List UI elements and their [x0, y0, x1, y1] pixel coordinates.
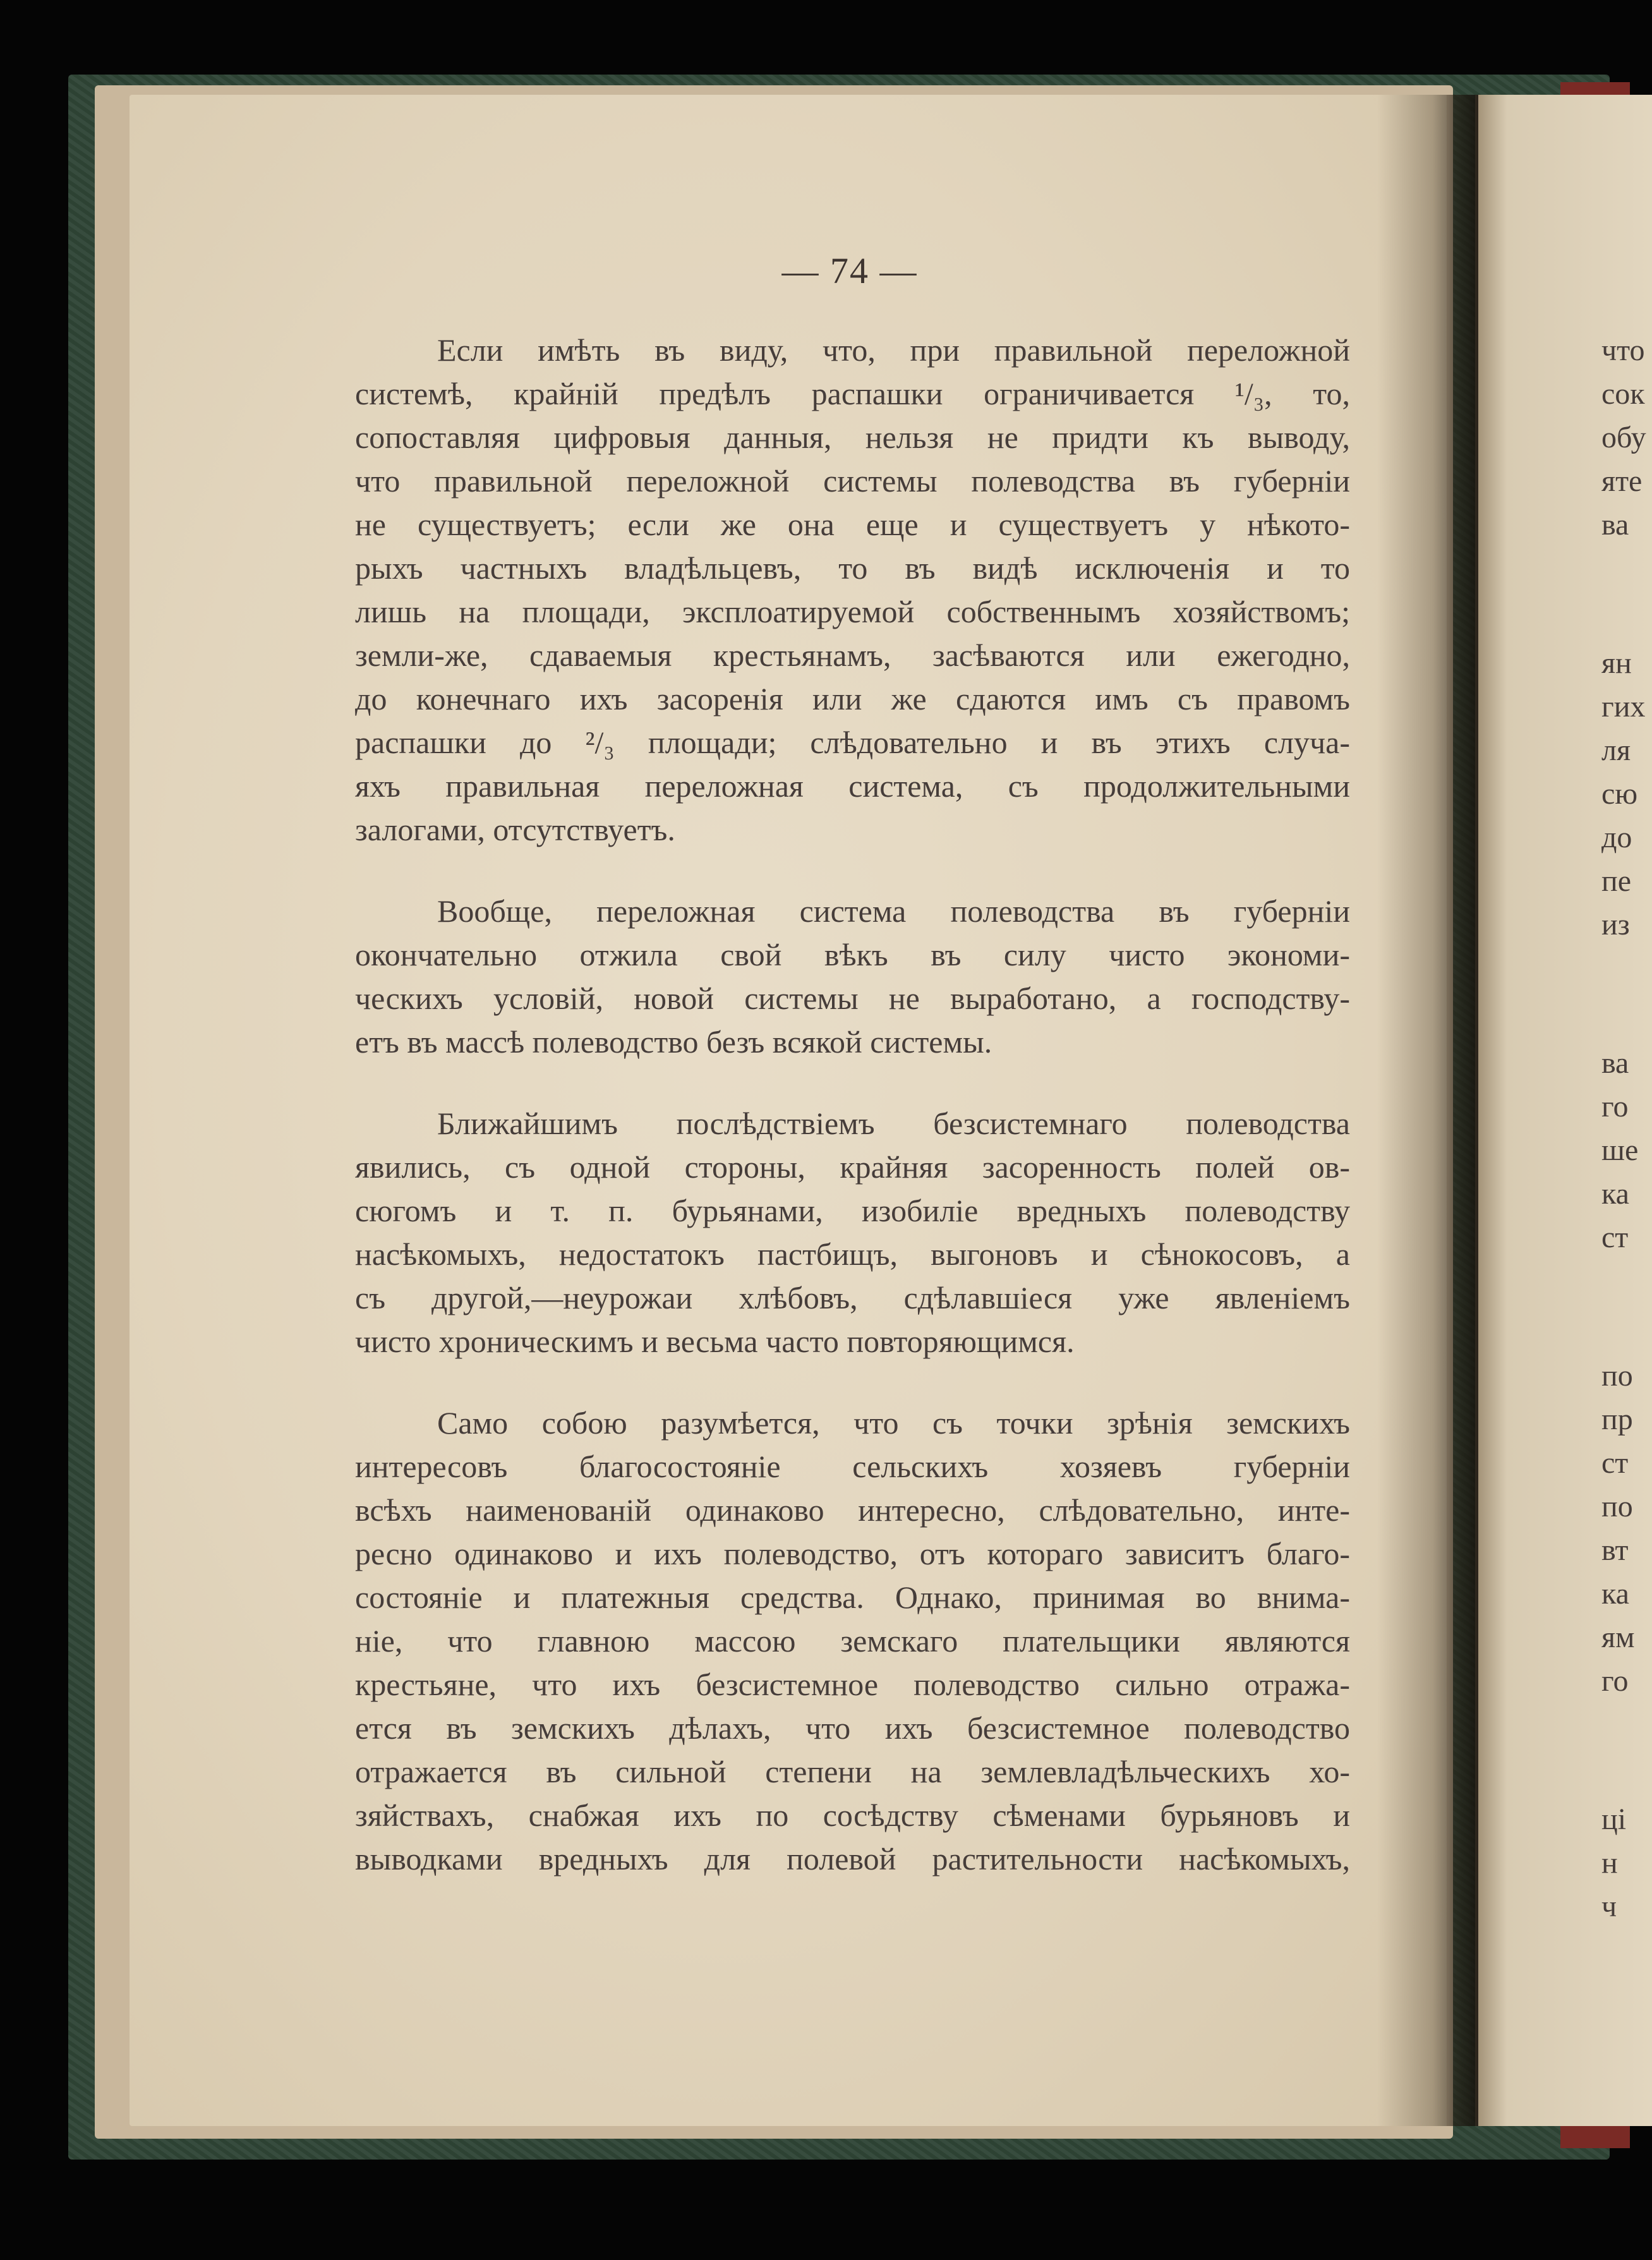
page-number: — 74 — — [781, 250, 918, 291]
text-fragment: до — [1601, 821, 1632, 854]
text-line: зяйствахъ, снабжая ихъ по сосѣдству сѣменами бурьяновъ и — [355, 1798, 1350, 1833]
text-line: Вообще, переложная система полеводства въ губерніи — [437, 893, 1350, 929]
text-fragment: яте — [1601, 464, 1643, 498]
text-fragment: по — [1601, 1359, 1633, 1393]
text-fragment: н — [1601, 1846, 1618, 1880]
text-fragment: го — [1601, 1090, 1629, 1123]
text-line: лишь на площади, эксплоатируемой собственнымъ хозяйствомъ; — [355, 594, 1350, 629]
text-fragment: что — [1601, 334, 1645, 367]
text-fragment: ям — [1601, 1621, 1635, 1654]
paragraph — [355, 890, 1350, 1064]
text-fragment: гих — [1601, 690, 1646, 723]
text-fragment: ян — [1601, 646, 1632, 680]
book-gutter-shadow — [1377, 95, 1478, 2126]
paragraph — [355, 329, 1350, 852]
right-page-text-fragments — [1601, 329, 1652, 1928]
text-fragment: ка — [1601, 1577, 1629, 1610]
text-fragment: го — [1601, 1664, 1629, 1698]
text-fragment: ля — [1601, 734, 1631, 767]
text-fragment: ка — [1601, 1177, 1629, 1211]
text-fragment: из — [1601, 908, 1630, 941]
text-line: сопоставляя цифровыя данныя, нельзя не придти къ выводу, — [355, 420, 1350, 455]
text-line: Ближайшимъ послѣдствіемъ безсистемнаго полеводства — [437, 1106, 1350, 1141]
text-fragment: вт — [1601, 1533, 1629, 1567]
paragraph — [355, 1401, 1350, 1881]
text-line: залогами, отсутствуетъ. — [355, 812, 675, 847]
text-line: не существуетъ; если же она еще и существуетъ у нѣкото- — [355, 507, 1350, 542]
text-fragment: ва — [1601, 1046, 1629, 1080]
text-line: сюгомъ и т. п. бурьянами, изобиліе вредныхъ полеводству — [355, 1193, 1350, 1228]
text-fragment: ст — [1601, 1446, 1629, 1480]
text-line: земли-же, сдаваемыя крестьянамъ, засѣваются или ежегодно, — [355, 638, 1350, 673]
text-line: крестьяне, что ихъ безсистемное полеводство сильно отража- — [355, 1667, 1350, 1702]
text-line: яхъ правильная переложная система, съ продолжительными — [355, 768, 1350, 804]
text-line: явились, съ одной стороны, крайняя засоренность полей ов- — [355, 1149, 1350, 1185]
text-fragment: ст — [1601, 1221, 1629, 1254]
text-line: что правильной переложной системы полеводства въ губерніи — [355, 463, 1350, 499]
text-fragment: ше — [1601, 1133, 1639, 1167]
text-line: съ другой,—неурожаи хлѣбовъ, сдѣлавшіеся уже явленіемъ — [355, 1280, 1350, 1315]
paragraph — [355, 1102, 1350, 1363]
text-line: насѣкомыхъ, недостатокъ пастбищъ, выгоновъ и сѣнокосовъ, а — [355, 1236, 1350, 1272]
text-line: выводками вредныхъ для полевой растительности насѣкомыхъ, — [355, 1841, 1350, 1876]
text-fragment: ч — [1601, 1890, 1617, 1923]
text-line: Само собою разумѣется, что съ точки зрѣнія земскихъ — [437, 1405, 1350, 1441]
text-line: интересовъ благосостояніе сельскихъ хозяевъ губерніи — [355, 1449, 1350, 1484]
text-fragment: пе — [1601, 864, 1631, 898]
text-line: Если имѣть въ виду, что, при правильной переложной — [437, 332, 1350, 368]
text-line: рыхъ частныхъ владѣльцевъ, то въ видѣ исключенія и то — [355, 550, 1350, 586]
text-fragment: по — [1601, 1490, 1633, 1523]
text-line: системѣ, крайній предѣлъ распашки ограничивается ¹/₃, то, — [355, 376, 1350, 411]
text-fragment: сок — [1601, 377, 1645, 411]
text-line: состояніе и платежныя средства. Однако, принимая во внима- — [355, 1580, 1350, 1615]
text-line: отражается въ сильной степени на землевладѣльческихъ хо- — [355, 1754, 1350, 1789]
text-fragment: ці — [1601, 1803, 1627, 1836]
text-line: до конечнаго ихъ засоренія или же сдаются имъ съ правомъ — [355, 681, 1350, 716]
text-line: чисто хроническимъ и весьма часто повторяющимся. — [355, 1324, 1075, 1359]
text-line: ческихъ условій, новой системы не выработано, а господству- — [355, 981, 1350, 1016]
text-line: ется въ земскихъ дѣлахъ, что ихъ безсистемное полеводство — [355, 1710, 1350, 1746]
text-line: ресно одинаково и ихъ полеводство, отъ котораго зависитъ благо- — [355, 1536, 1350, 1571]
text-fragment: обу — [1601, 421, 1646, 454]
text-line: ніе, что главною массою земскаго плательщики являются — [355, 1623, 1350, 1659]
text-fragment: сю — [1601, 777, 1638, 811]
text-fragment: пр — [1601, 1403, 1633, 1436]
text-line: всѣхъ наименованій одинаково интересно, слѣдовательно, инте- — [355, 1492, 1350, 1528]
text-line: етъ въ массѣ полеводство безъ всякой системы. — [355, 1024, 992, 1060]
text-line: распашки до ²/₃ площади; слѣдовательно и въ этихъ случа- — [355, 725, 1350, 760]
text-line: окончательно отжила свой вѣкъ въ силу чисто экономи- — [355, 937, 1350, 972]
page-body-text — [355, 329, 1350, 1881]
text-fragment: ва — [1601, 508, 1629, 541]
